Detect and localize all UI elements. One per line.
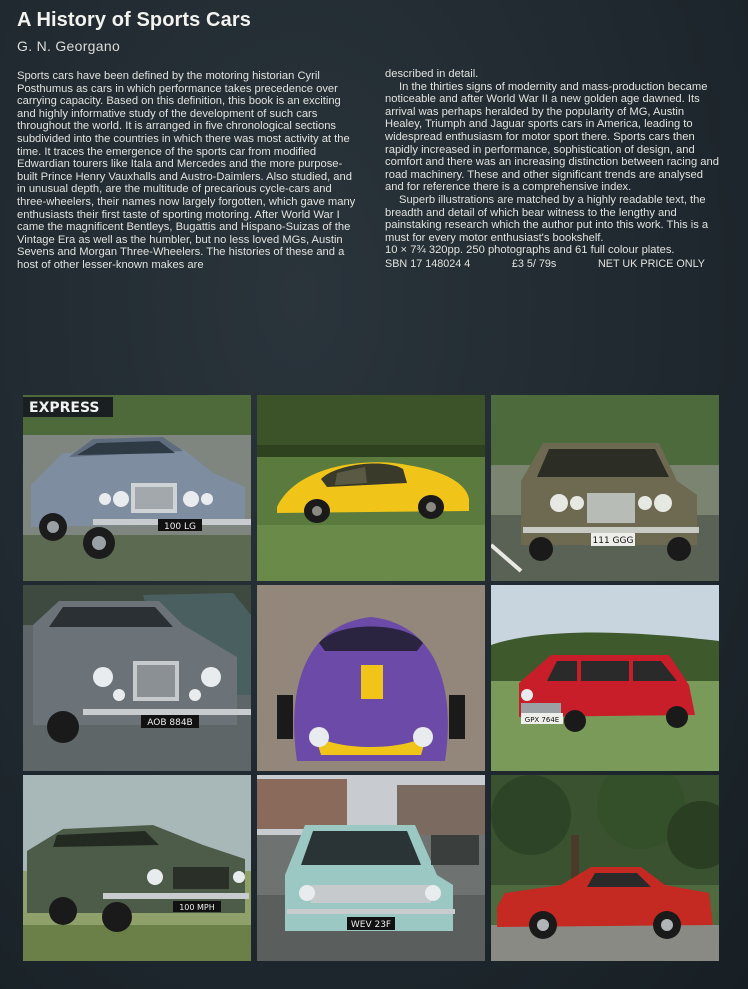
license-plate: 111 GGG <box>592 536 634 546</box>
license-plate: 100 MPH <box>179 903 215 912</box>
blurb-left-column <box>17 70 362 272</box>
photo-austin-saloon <box>491 395 719 581</box>
photo-red-mini <box>491 585 719 771</box>
blurb-right-column <box>385 68 720 271</box>
blurb-paragraph-1: Sports cars have been defined by the motoring historian Cyril Posthumus as cars in which performance takes precedence over carrying capacity. Based on this definition, this book is an exciting and highly informative study of the development of such cars throughout the world. It is arranged in five chronological sections subdivided into the countries in which there was most activity at the time. It traces the emergence of the sports car from modified Edwardian tourers like Itala and Mercedes and the more purpose-built Prince Henry Vauxhalls and Austro-Daimlers. Also studied, and in unusual depth, are the multitude of precarious cycle-cars and three-wheelers, their names now largely forgotten, which gave many enthusiasts their first taste of sporting motoring. After World War I came the magnificent Bentleys, Bugattis and Hispano-Suizas of the Vintage Era as well as the humbler, but no less loved MGs, Austin Sevens and Morgan Three-Wheelers. The histories of these and a host of other lesser-known makes are <box>17 70 356 271</box>
photo-rolls-royce <box>23 395 251 581</box>
photo-banner: EXPRESS <box>29 400 100 416</box>
blurb-paragraph-2: In the thirties signs of modernity and mass-production became noticeable and after World War II a new golden age dawned. Its arrival was perhaps heralded by the popularity of MG, Austin Healey, Triumph and Jaguar sports cars in America, leading to widespread enthusiasm for motor sport there. Sports cars then rapidly increased in performance, sophistication of design, and comfort and there was an increasing distinction between racing and road machinery. These and other significant trends are analysed and for reference there is a comprehensive index. <box>385 80 719 194</box>
photo-yellow-coupe <box>257 395 485 581</box>
photo-grid <box>23 395 720 960</box>
price-note: NET UK PRICE ONLY <box>597 257 705 270</box>
photo-red-gt <box>491 775 719 961</box>
pricing-line <box>385 258 705 271</box>
photo-bentley <box>23 585 251 771</box>
license-plate: WEV 23F <box>350 920 392 930</box>
book-specs: 10 × 7¾ 320pp. 250 photographs and 61 full colour plates. <box>385 244 675 257</box>
photo-green-coupe <box>23 775 251 961</box>
photo-purple-roadster <box>257 585 485 771</box>
license-plate: 100 LG <box>163 522 197 532</box>
book-author: G. N. Georgano <box>17 38 121 54</box>
book-title: A History of Sports Cars <box>17 9 251 31</box>
blurb-paragraph-3: Superb illustrations are matched by a highly readable text, the breadth and detail of which bear witness to the lengthy and painstaking research which the author put into this work. This is a must for every motor enthusiast's bookshelf. <box>385 193 709 244</box>
blurb-continuation: described in detail. <box>385 68 479 80</box>
license-plate: GPX 764E <box>524 716 560 724</box>
price: £3 5/ 79s <box>511 257 557 270</box>
photo-blue-cortina <box>257 775 485 961</box>
license-plate: AOB 884B <box>147 718 193 728</box>
sbn-number: SBN 17 148024 4 <box>385 257 471 270</box>
